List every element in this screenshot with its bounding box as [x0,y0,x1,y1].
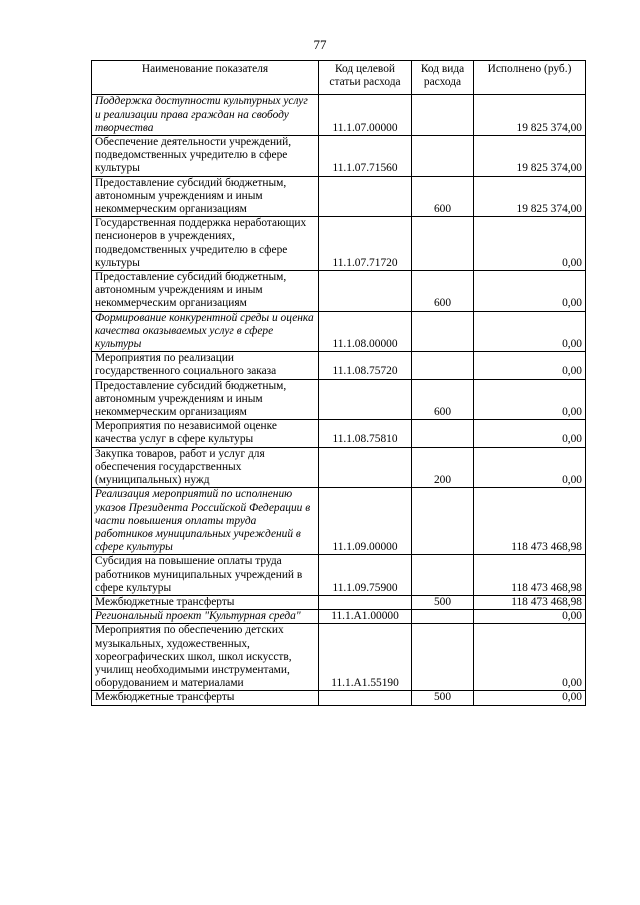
row-type-code [412,136,474,177]
row-target-code: 11.1.07.71560 [319,136,412,177]
row-amount: 118 473 468,98 [474,488,586,555]
row-amount: 0,00 [474,217,586,271]
row-target-code [319,595,412,609]
row-target-code: 11.1.08.75810 [319,420,412,447]
row-name: Предоставление субсидий бюджетным, автономным учреждениям и иным некоммерческим организациям [92,271,319,312]
row-amount: 19 825 374,00 [474,176,586,217]
table-row [92,691,586,705]
row-amount: 19 825 374,00 [474,95,586,136]
expenditure-table [91,60,586,706]
row-name: Закупка товаров, работ и услуг для обеспечения государственных (муниципальных) нужд [92,447,319,488]
table-row [92,624,586,691]
row-target-code: 11.1.09.75900 [319,555,412,596]
row-type-code [412,217,474,271]
header-target-code: Код целевой статьи расхода [319,61,412,95]
table-row [92,555,586,596]
row-type-code: 600 [412,271,474,312]
row-name: Предоставление субсидий бюджетным, автономным учреждениям и иным некоммерческим организациям [92,379,319,420]
row-name: Субсидия на повышение оплаты труда работников муниципальных учреждений в сфере культуры [92,555,319,596]
row-name: Межбюджетные трансферты [92,691,319,705]
row-target-code [319,176,412,217]
row-type-code [412,352,474,379]
row-type-code [412,624,474,691]
table-row [92,610,586,624]
row-target-code [319,691,412,705]
row-type-code [412,488,474,555]
row-amount: 0,00 [474,352,586,379]
table-row [92,379,586,420]
row-type-code: 600 [412,176,474,217]
row-type-code [412,610,474,624]
row-target-code: 11.1.08.00000 [319,311,412,352]
row-name: Мероприятия по реализации государственного социального заказа [92,352,319,379]
row-type-code: 500 [412,691,474,705]
row-target-code: 11.1.09.00000 [319,488,412,555]
row-amount: 0,00 [474,610,586,624]
table-row [92,311,586,352]
row-amount: 0,00 [474,311,586,352]
row-amount: 0,00 [474,691,586,705]
row-amount: 0,00 [474,447,586,488]
row-type-code [412,95,474,136]
header-executed: Исполнено (руб.) [474,61,586,95]
row-name: Межбюджетные трансферты [92,595,319,609]
row-amount: 0,00 [474,379,586,420]
row-type-code [412,420,474,447]
row-target-code [319,379,412,420]
row-name: Мероприятия по обеспечению детских музыкальных, художественных, хореографических школ, школ искусств, училищ необходимыми инструментами, оборудованием и материалами [92,624,319,691]
row-target-code: 11.1.08.75720 [319,352,412,379]
row-type-code: 600 [412,379,474,420]
row-amount: 0,00 [474,271,586,312]
table-row [92,595,586,609]
row-name: Поддержка доступности культурных услуг и реализации права граждан на свободу творчества [92,95,319,136]
row-name: Мероприятия по независимой оценке качества услуг в сфере культуры [92,420,319,447]
row-name: Региональный проект "Культурная среда" [92,610,319,624]
row-amount: 19 825 374,00 [474,136,586,177]
row-amount: 0,00 [474,420,586,447]
row-target-code: 11.1.А1.00000 [319,610,412,624]
table-row [92,271,586,312]
row-type-code [412,311,474,352]
header-name: Наименование показателя [92,61,319,95]
row-name: Предоставление субсидий бюджетным, автономным учреждениям и иным некоммерческим организациям [92,176,319,217]
table-body [92,95,586,705]
row-amount: 118 473 468,98 [474,595,586,609]
table-row [92,488,586,555]
row-name: Обеспечение деятельности учреждений, подведомственных учредителю в сфере культуры [92,136,319,177]
table-row [92,217,586,271]
row-type-code: 500 [412,595,474,609]
table-row [92,136,586,177]
row-name: Формирование конкурентной среды и оценка качества оказываемых услуг в сфере культуры [92,311,319,352]
table-row [92,176,586,217]
table-header-row [92,61,586,95]
row-amount: 0,00 [474,624,586,691]
table-row [92,352,586,379]
row-target-code: 11.1.А1.55190 [319,624,412,691]
row-type-code: 200 [412,447,474,488]
row-name: Государственная поддержка неработающих пенсионеров в учреждениях, подведомственных учредителю в сфере культуры [92,217,319,271]
table-row [92,447,586,488]
row-name: Реализация мероприятий по исполнению указов Президента Российской Федерации в части повышения оплаты труда работников муниципальных учреждений в сфере культуры [92,488,319,555]
table-row [92,95,586,136]
row-target-code [319,271,412,312]
row-target-code: 11.1.07.71720 [319,217,412,271]
row-type-code [412,555,474,596]
row-target-code: 11.1.07.00000 [319,95,412,136]
table-row [92,420,586,447]
row-amount: 118 473 468,98 [474,555,586,596]
header-type-code: Код вида расхода [412,61,474,95]
page-number: 77 [313,37,327,52]
row-target-code [319,447,412,488]
